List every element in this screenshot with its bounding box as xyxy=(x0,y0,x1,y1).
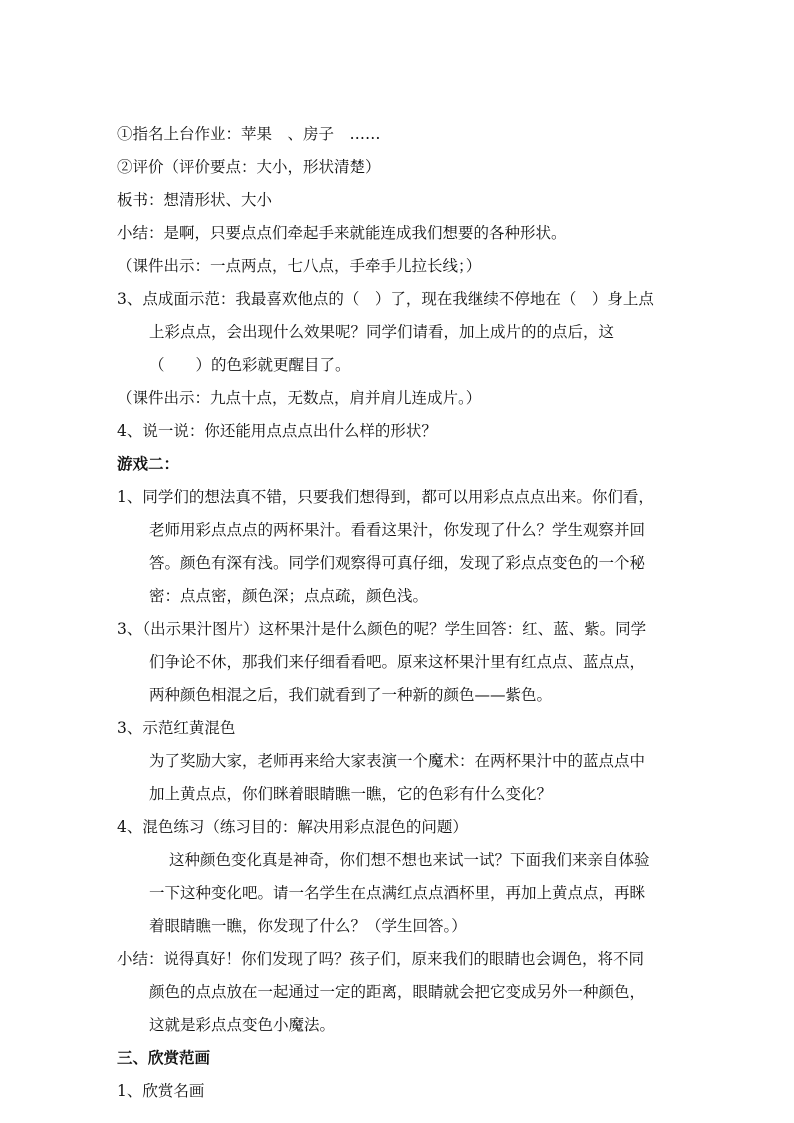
text-line: 答。颜色有深有浅。同学们观察得可真仔细，发现了彩点点变色的一个秘 xyxy=(149,554,646,572)
text-line: 小结：说得真好！你们发现了吗？孩子们，原来我们的眼睛也会调色，将不同 xyxy=(117,950,645,968)
section-heading: 三、欣赏范画 xyxy=(117,1048,211,1067)
text-line: ②评价（评价要点：大小，形状清楚） xyxy=(117,158,381,176)
text-line: 们争论不休，那我们来仔细看看吧。原来这杯果汁里有红点点、蓝点点， xyxy=(149,653,646,671)
text-line: 密：点点密，颜色深；点点疏，颜色浅。 xyxy=(149,587,429,605)
text-line: 这种颜色变化真是神奇，你们想不想也来试一试？下面我们来亲自体验 xyxy=(169,851,650,869)
section-heading: 游戏二： xyxy=(117,454,180,473)
text-line: 板书：想清形状、大小 xyxy=(117,191,273,209)
text-line: 3、点成面示范：我最喜欢他点的（ ）了，现在我继续不停地在（ ）身上点 xyxy=(117,290,654,308)
text-line: 颜色的点点放在一起通过一定的距离，眼睛就会把它变成另外一种颜色， xyxy=(149,983,646,1001)
text-line: （ ）的色彩就更醒目了。 xyxy=(149,356,351,374)
text-line: 4、说一说：你还能用点点点出什么样的形状？ xyxy=(117,422,437,440)
text-line: 上彩点点，会出现什么效果呢？同学们请看，加上成片的的点后，这 xyxy=(149,323,615,341)
text-line: 3、（出示果汁图片）这杯果汁是什么颜色的呢？学生回答：红、蓝、紫。同学 xyxy=(117,620,647,638)
text-line: 着眼睛瞧一瞧，你发现了什么？（学生回答。） xyxy=(149,917,467,935)
text-line: 老师用彩点点点的两杯果汁。看看这果汁，你发现了什么？学生观察并回 xyxy=(149,521,646,539)
text-line: ①指名上台作业：苹果 、房子 …… xyxy=(117,125,381,143)
text-line: 一下这种变化吧。请一名学生在点满红点点酒杯里，再加上黄点点，再眯 xyxy=(149,884,646,902)
text-line: 小结：是啊，只要点点们牵起手来就能连成我们想要的各种形状。 xyxy=(117,224,567,242)
text-line: （课件出示：一点两点，七八点，手牵手儿拉长线；） xyxy=(117,257,482,275)
text-line: 两种颜色相混之后，我们就看到了一种新的颜色——紫色。 xyxy=(149,686,553,704)
text-line: 1、欣赏名画 xyxy=(117,1082,205,1100)
text-line: 3、示范红黄混色 xyxy=(117,719,236,737)
text-line: 这就是彩点点变色小魔法。 xyxy=(149,1016,336,1034)
text-line: 4、混色练习（练习目的：解决用彩点混色的问题） xyxy=(117,818,468,836)
text-line: 为了奖励大家，老师再来给大家表演一个魔术：在两杯果汁中的蓝点点中 xyxy=(149,752,646,770)
text-line: 1、同学们的想法真不错，只要我们想得到，都可以用彩点点点出来。你们看， xyxy=(117,488,654,506)
text-line: （课件出示：九点十点，无数点，肩并肩儿连成片。） xyxy=(117,389,482,407)
text-line: 加上黄点点，你们眯着眼睛瞧一瞧，它的色彩有什么变化？ xyxy=(149,785,553,803)
